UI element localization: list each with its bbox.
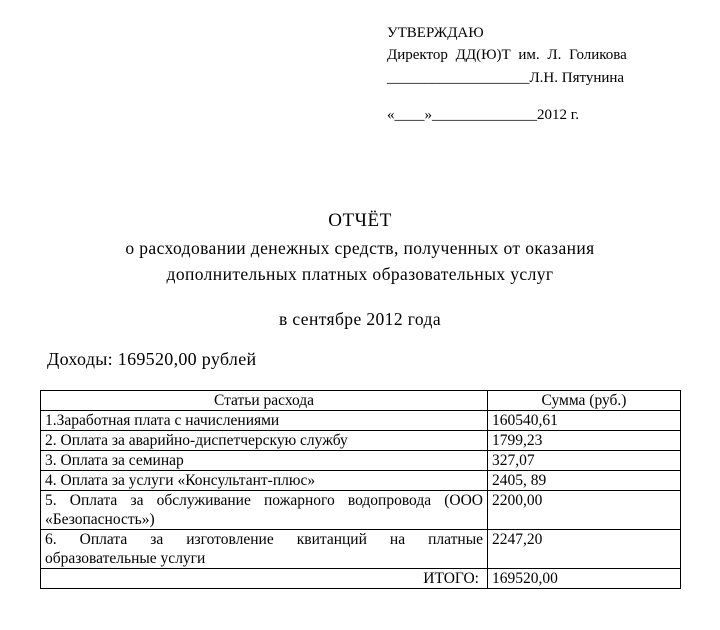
report-title: ОТЧЁТ — [328, 210, 392, 231]
table-row — [41, 530, 681, 569]
expense-amount: 327,07 — [488, 451, 681, 471]
report-subtitle-line1: о расходовании денежных средств, полученных от оказания — [125, 238, 595, 258]
table-row — [41, 471, 681, 491]
approval-heading: УТВЕРЖДАЮ — [387, 25, 484, 41]
expense-item: 1.Заработная плата с начислениями — [41, 411, 488, 431]
expense-amount: 1799,23 — [488, 431, 681, 451]
income-line: Доходы: 169520,00 рублей — [47, 349, 257, 369]
table-row — [41, 451, 681, 471]
expense-amount: 2200,00 — [488, 491, 681, 530]
approval-position: Директор ДД(Ю)Т им. Л. Голикова — [387, 47, 627, 63]
expense-item: 2. Оплата за аварийно-диспетчерскую службу — [41, 431, 488, 451]
approval-date-line: «____»______________2012 г. — [387, 107, 579, 123]
expenses-table — [40, 390, 681, 589]
expense-item: 4. Оплата за услуги «Консультант-плюс» — [41, 471, 488, 491]
table-row — [41, 491, 681, 530]
approval-signature-line: ___________________Л.Н. Пятунина — [387, 70, 625, 86]
expense-amount: 160540,61 — [488, 411, 681, 431]
total-label: ИТОГО: — [41, 569, 488, 589]
expense-item: 5. Оплата за обслуживание пожарного водопровода (ООО «Безопасность») — [41, 491, 488, 530]
expense-amount: 2247,20 — [488, 530, 681, 569]
column-header-amount: Сумма (руб.) — [488, 391, 681, 411]
table-header-row — [41, 391, 681, 411]
report-subtitle-line2: дополнительных платных образовательных услуг — [166, 264, 554, 284]
table-total-row — [41, 569, 681, 589]
report-period: в сентябре 2012 года — [278, 309, 442, 329]
table-row — [41, 411, 681, 431]
expense-amount: 2405, 89 — [488, 471, 681, 491]
expense-item: 6. Оплата за изготовление квитанций на платные образовательные услуги — [41, 530, 488, 569]
column-header-item: Статьи расхода — [41, 391, 488, 411]
expense-item: 3. Оплата за семинар — [41, 451, 488, 471]
total-amount: 169520,00 — [488, 569, 681, 589]
table-row — [41, 431, 681, 451]
